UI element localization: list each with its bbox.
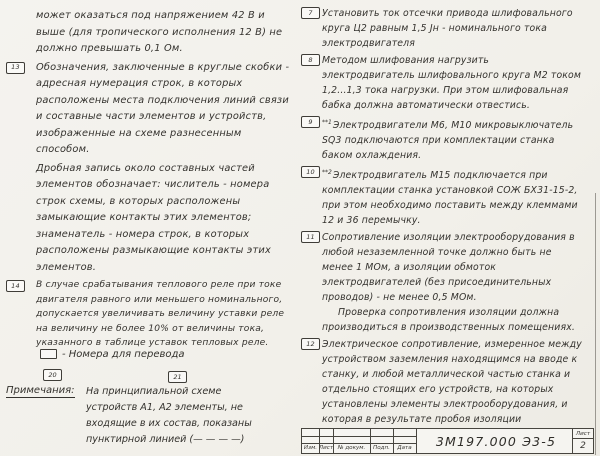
item-7-text: Установить ток отсечки привода шлифовального круга Ц2 равным 1,5 Jн - номинального тока электродвигателя bbox=[322, 8, 573, 49]
translation-marker-14: 14 bbox=[6, 280, 25, 292]
translation-marker-11: 11 bbox=[301, 231, 320, 243]
item-9-text: Электродвигатели М6, М10 микровыключатель SQ3 подключаются при комплектации станка баком охлаждения. bbox=[322, 120, 574, 162]
title-block bbox=[301, 428, 594, 454]
item-11-check-paragraph: Проверка сопротивления изоляции должна производиться в производственных помещениях. bbox=[322, 307, 575, 334]
column-label-docnum: № докум. bbox=[337, 445, 366, 451]
legend-box-icon bbox=[40, 349, 57, 359]
title-block-line bbox=[416, 429, 417, 453]
list-item-10 bbox=[306, 165, 582, 228]
translation-marker-7: 7 bbox=[301, 7, 320, 19]
item-8-text: Методом шлифования нагрузить электродвигатель шлифовального круга М2 током 1,2...1,3 тока нагрузки. При этом шлифовальная бабка должна автоматически отвестись. bbox=[322, 55, 582, 111]
list-item-14 bbox=[11, 278, 294, 351]
translation-marker-20: 20 bbox=[43, 369, 62, 381]
translation-marker-9: 9 bbox=[301, 116, 320, 128]
sheet-number-box bbox=[572, 429, 593, 453]
translation-marker-21: 21 bbox=[168, 371, 187, 383]
item-11-text: Сопротивление изоляции электрооборудования в любой незаземленной точке должно быть не менее 1 МОм, а изоляции обмоток электродвигателей (без присоединительных проводов) - не менее 0,5 МОм. bbox=[322, 232, 575, 304]
footnote-mark-1: **1 bbox=[322, 119, 332, 126]
footnote-mark-2: **2 bbox=[322, 169, 332, 177]
sheet-number: 2 bbox=[580, 441, 586, 451]
list-item-12 bbox=[306, 337, 582, 427]
column-label-data: Дата bbox=[397, 445, 412, 451]
legend-text: - Номера для перевода bbox=[62, 349, 185, 360]
translation-legend bbox=[40, 349, 185, 360]
fraction-note-paragraph: Дробная запись около составных частей элементов обозначает: числитель - номера строк схемы, в которых расположены замыкающие контакты этих элементов; знаменатель - номера строк, в которых расположены размыкающие контакты этих элементов. bbox=[36, 162, 271, 273]
list-item-9 bbox=[308, 115, 582, 163]
translation-marker-10: 10 bbox=[301, 166, 320, 178]
document-number: 3М197.000 Э3-5 bbox=[435, 433, 557, 449]
translation-marker-8: 8 bbox=[301, 54, 320, 66]
item-13-text: Обозначения, заключенные в круглые скобки - адресная нумерация строк, в которых расположены места подключения линий связи и составные части элементов и устройств, изображенные на схеме разнесенным способом. bbox=[36, 61, 290, 155]
column-label-list: Лист bbox=[319, 445, 333, 451]
column-label-podp: Подп. bbox=[373, 445, 390, 451]
item-14-text: В случае срабатывания теплового реле при токе двигателя равного или меньшего номинального, допускается увеличивать величину уставки реле на величину не более 10% от величины тока, указанного в таблице уставок тепловых реле. bbox=[36, 280, 285, 348]
right-text-column bbox=[306, 6, 582, 429]
page-border-right bbox=[595, 193, 596, 455]
list-item-11 bbox=[306, 230, 582, 335]
continuation-paragraph: может оказаться под напряжением 42 В и выше (для тропического исполнения 12 В) не должно превышать 0,1 Ом. bbox=[36, 10, 283, 54]
list-item-13 bbox=[11, 60, 294, 159]
title-block-line bbox=[302, 436, 416, 437]
notes-text: На принципиальной схеме устройств А1, А2 элементы, не входящие в их состав, показаны пунктирной линией (— — — —) bbox=[86, 386, 252, 445]
sheet-label: Лист bbox=[573, 429, 593, 439]
column-label-izm: Изм. bbox=[303, 445, 318, 451]
item-12-text: Электрическое сопротивление, измеренное между устройством заземления находящимся на вводе к станку, и любой металлической частью станка и отдельно стоящих его устройств, на которых установлены элементы электрооборудования, и которая в результате пробоя изоляции bbox=[322, 339, 582, 426]
translation-marker-12: 12 bbox=[301, 338, 320, 350]
list-item-8 bbox=[308, 53, 582, 113]
notes-label: Примечания: bbox=[6, 385, 75, 396]
list-item-7 bbox=[308, 6, 582, 51]
translation-marker-13: 13 bbox=[6, 62, 25, 74]
left-text-column bbox=[11, 8, 294, 353]
title-block-header-row bbox=[302, 443, 416, 453]
item-10-text: Электродвигатель М15 подключается при комплектации станка установкой СОЖ БХ31-15-2, при этом необходимо поставить между клеммами 12 и 36 перемычку. bbox=[322, 170, 578, 227]
